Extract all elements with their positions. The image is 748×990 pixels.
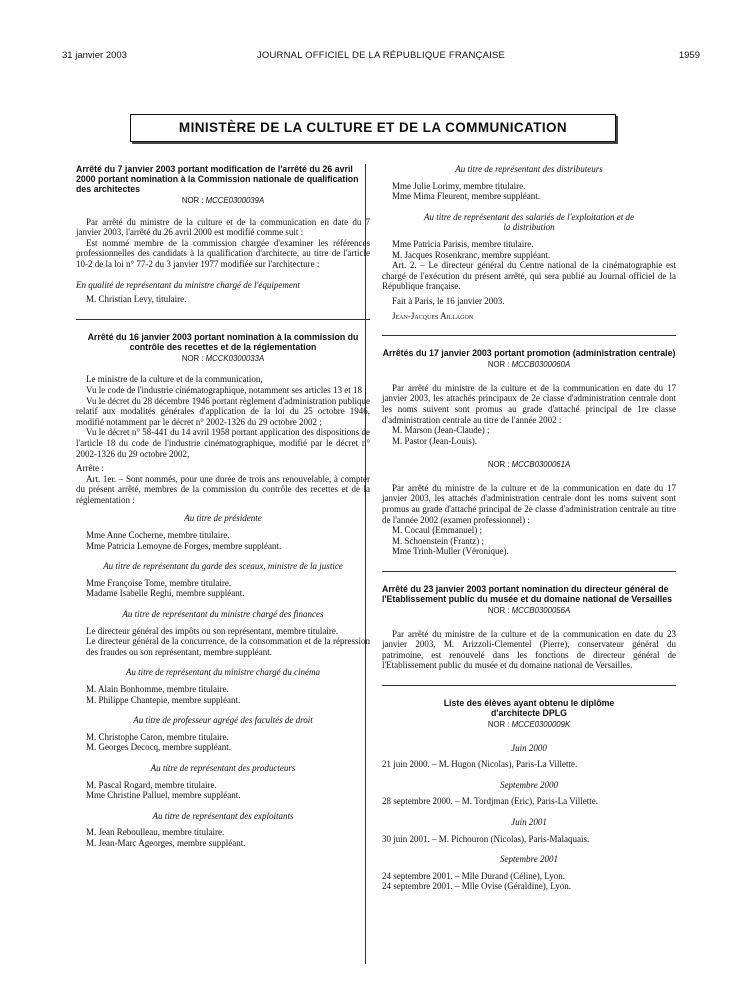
list-title: Liste des élèves ayant obtenu le diplôme d'architecte DPLG (443, 698, 615, 718)
signature-place-date: Fait à Paris, le 16 janvier 2003. (392, 295, 505, 306)
member-line: M. Philippe Chantepie, membre suppléant. (86, 694, 241, 705)
nor-reference: NOR : MCCB0300061A (487, 460, 571, 470)
paragraph: Par arrêté du ministre de la culture et de la communication en date du 7 janvier 2003, l'arrêté du 26 avril 2000 est modifié comme suit : (76, 216, 370, 238)
decree-title: Arrêtés du 17 janvier 2003 portant promotion (administration centrale) (382, 348, 676, 359)
section-heading: Au titre de représentant des salariés de l'exploitation et de la distribution (424, 211, 634, 233)
decree-title: Arrêté du 7 janvier 2003 portant modification de l'arrêté du 26 avril 2000 portant nomination à la Commission nationale de qualification des architectes (76, 164, 359, 194)
section-divider (382, 685, 676, 686)
nor-reference: NOR : MCCE0300009K (487, 720, 571, 729)
member-line: Mme Julie Lorimy, membre titulaire. (392, 180, 526, 191)
page-header (62, 50, 700, 64)
member-line: M. Marson (Jean-Claude) ; (392, 425, 490, 436)
paragraph: Vu le décret du 28 décembre 1946 portant règlement d'administration publique relatif aux modalités générales d'application de la loi du 25 octobre 1946, modifié notamment par le décret n° 2002-1326 du 29 octobre 2002 ; (76, 395, 370, 427)
decree-versailles (382, 584, 676, 671)
member-line: M. Christian Levy, titulaire. (86, 294, 187, 305)
member-line: M. Jean-Marc Ageorges, membre suppléant. (86, 837, 246, 848)
article-2: Art. 2. – Le directeur général du Centre national de la cinématographie est chargé de l'exécution du présent arrêté, qui sera publié au Journal officiel de la République française. (382, 260, 676, 292)
member-line: Mme Patricia Parisis, membre titulaire. (392, 238, 534, 249)
ministry-title: MINISTÈRE DE LA CULTURE ET DE LA COMMUNICATION (178, 120, 568, 135)
member-line: M. Jacques Rosenkranc, membre suppléant. (392, 249, 551, 260)
member-line: M. Schoenstein (Frantz) ; (392, 535, 484, 546)
member-line: Madame Isabelle Reghi, membre suppléant. (86, 588, 245, 599)
right-column (382, 164, 676, 892)
section-divider (382, 571, 676, 572)
member-line: Mme Françoise Tome, membre titulaire. (86, 577, 232, 588)
date-heading: Juin 2001 (511, 816, 547, 827)
section-heading: Au titre de représentant du garde des sceaux, ministre de la justice (103, 561, 343, 572)
decree-promotion (382, 348, 676, 557)
paragraph: Le ministre de la culture et de la communication, (86, 374, 263, 385)
decree-architects (76, 164, 370, 305)
arrete-heading: Arrête : (76, 463, 104, 474)
section-heading: Au titre de représentant des distributeurs (455, 164, 603, 174)
member-line: Mme Christine Palluel, membre suppléant. (86, 790, 241, 801)
decree-commission-continued (382, 164, 676, 260)
signature: Jean-Jacques Aillagon (392, 310, 474, 321)
date-heading: Juin 2000 (511, 742, 547, 753)
list-item: 24 septembre 2001. – Mlle Ovise (Géraldine), Lyon. (382, 881, 571, 892)
member-line: M. Georges Decocq, membre suppléant. (86, 742, 232, 753)
member-line: M. Jean Reboulleau, membre titulaire. (86, 827, 225, 838)
nor-reference: NOR : MCCK0300033A (181, 353, 265, 363)
section-heading: Au titre de représentant du ministre chargé des finances (122, 609, 324, 620)
paragraph: Par arrêté du ministre de la culture et de la communication en date du 17 janvier 2003, les attachés principaux de 2e classe d'administration centrale dont les noms suivent sont promus au grade d'attaché principal de 1re classe d'administration centrale au titre de l'année 2002 : (382, 382, 676, 425)
decree-title: Arrêté du 23 janvier 2003 portant nomination du directeur général de l'Etablissement public du musée et du domaine national de Versailles (382, 584, 673, 605)
nor-reference: NOR : MCCB0300056A (487, 606, 571, 616)
header-date: 31 janvier 2003 (62, 50, 127, 61)
ministry-box (130, 114, 616, 142)
list-item: 24 septembre 2001. – Mlle Durand (Céline), Lyon. (382, 870, 565, 881)
member-line: M. Alain Bonhomme, membre titulaire. (86, 684, 229, 694)
paragraph: Vu le code de l'industrie cinématographique, notamment ses articles 13 et 18 ; (86, 384, 367, 395)
member-line: Mme Trinh-Muller (Véronique). (392, 546, 509, 557)
decree-title: Arrêté du 16 janvier 2003 portant nomination à la commission du contrôle des recettes et de la réglementation (87, 331, 359, 352)
member-line: Mme Patricia Lemoyne de Forges, membre suppléant. (86, 540, 282, 551)
left-column (76, 164, 370, 849)
nor-reference: NOR : MCCE0300039A (181, 196, 265, 205)
member-line: Mme Anne Cocherne, membre titulaire. (86, 530, 230, 541)
section-heading: Au titre de représentant des exploitants (152, 810, 294, 821)
member-line: Le directeur général de la concurrence, de la consommation et de la répression des fraudes ou son représentant, membre suppléant. (86, 636, 370, 657)
member-line: M. Cocaul (Emmanuel) ; (392, 525, 482, 536)
member-line: M. Pastor (Jean-Louis). (392, 435, 477, 446)
list-item: 28 septembre 2000. – M. Tordjman (Eric), Paris-La Villette. (382, 796, 598, 807)
paragraph: Vu le décret n° 58-441 du 14 avril 1958 portant application des dispositions de l'article 18 du code de l'industrie cinématographique, modifié par le décret n° 2002-1326 du 29 octobre 2002, (76, 427, 370, 459)
section-heading: Au titre de représentant du ministre chargé du cinéma (125, 667, 321, 678)
member-line: Le directeur général des impôts ou son représentant, membre titulaire. (86, 625, 339, 636)
nor-reference: NOR : MCCB0300060A (487, 360, 571, 370)
article-1: Art. 1er. – Sont nommés, pour une durée de trois ans renouvelable, à compter du présent arrêté, membres de la commission du contrôle des recettes et de la réglementation : (76, 473, 370, 505)
section-divider (382, 335, 676, 336)
section-heading: Au titre de professeur agrégé des facultés de droit (133, 715, 313, 726)
member-line: M. Pascal Rogard, membre titulaire. (86, 779, 217, 790)
section-heading: Au titre de présidente (184, 513, 262, 524)
paragraph: Par arrêté du ministre de la culture et de la communication en date du 23 janvier 2003, M. Arizzoli-Clementel (Pierre), conservateur général du patrimoine, est renouvelé dans les fonctions de directeur général de l'Etablissement public du musée et du domaine national de Versailles. (382, 628, 676, 671)
date-heading: Septembre 2000 (500, 779, 558, 790)
dplg-list (382, 698, 676, 892)
header-journal: JOURNAL OFFICIEL DE LA RÉPUBLIQUE FRANÇAISE (256, 50, 506, 61)
header-page-number: 1959 (678, 50, 700, 61)
list-item: 21 juin 2000. – M. Hugon (Nicolas), Paris-La Villette. (382, 759, 578, 770)
section-heading: En qualité de représentant du ministre chargé de l'équipement (76, 279, 300, 290)
paragraph: Est nommé membre de la commission chargée d'examiner les références professionnelles des candidats à la qualification d'architecte, au titre de l'article 10-2 de la loi n° 77-2 du 3 janvier 1977 modifiée sur l'architecture : (76, 237, 370, 269)
section-heading: Au titre de représentant des producteurs (150, 762, 296, 773)
member-line: M. Christophe Caron, membre titulaire. (86, 731, 229, 742)
paragraph: Par arrêté du ministre de la culture et de la communication en date du 17 janvier 2003, les attachés d'administration centrale dont les noms suivent sont promus au grade d'attaché principal de 2e classe d'administration centrale au titre de l'année 2002 (examen professionnel) : (382, 482, 676, 525)
member-line: Mme Mima Fleurent, membre suppléant. (392, 191, 540, 202)
list-item: 30 juin 2001. – M. Pichouron (Nicolas), Paris-Malaquais. (382, 833, 590, 844)
section-divider (76, 319, 370, 320)
decree-commission (76, 332, 370, 849)
date-heading: Septembre 2001 (500, 854, 558, 865)
